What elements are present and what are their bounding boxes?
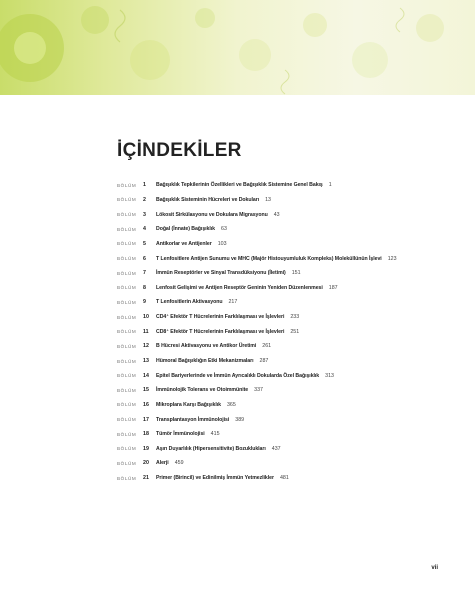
chapter-number: 20 [143,460,149,467]
toc-entry[interactable] [117,280,457,295]
chapter-page: 233 [290,314,300,321]
chapter-page: 251 [290,328,300,335]
chapter-title: Bağışıklık Sisteminin Hücreleri ve Dokuları [156,196,260,203]
chapter-page: 337 [254,387,263,394]
chapter-number: 18 [143,431,149,438]
toc-entry[interactable] [117,412,457,427]
chapter-prefix: BÖLÜM [117,475,137,481]
toc-entry[interactable] [117,251,457,266]
chapter-number: 17 [143,416,149,423]
chapter-page: 261 [262,343,272,350]
chapter-title: Transplantasyon İmmünolojisi [156,416,230,423]
chapter-prefix: BÖLÜM [117,314,137,320]
chapter-number: 12 [143,343,149,350]
chapter-page: 365 [226,401,236,408]
toc-entry[interactable] [117,456,457,471]
chapter-title: Bağışıklık Tepkilerinin Özellikleri ve Bağışıklık Sistemine Genel Bakış [156,182,323,189]
chapter-prefix: BÖLÜM [117,285,137,291]
toc-entry[interactable] [117,266,457,281]
toc-entry[interactable] [117,427,457,442]
chapter-number: 1 [143,182,146,189]
chapter-prefix: BÖLÜM [117,241,137,247]
chapter-prefix: BÖLÜM [117,431,137,437]
chapter-number: 3 [143,211,146,218]
chapter-prefix: BÖLÜM [117,373,137,379]
page-number: vii [431,565,438,571]
chapter-title: İmmünolojik Tolerans ve Otoimmünite [156,387,249,394]
toc-entry[interactable] [117,398,457,413]
chapter-number: 13 [143,358,149,364]
header-banner [0,0,475,95]
toc-entry[interactable] [117,222,457,237]
chapter-number: 15 [143,387,149,394]
chapter-prefix: BÖLÜM [117,460,137,466]
chapter-prefix: BÖLÜM [117,226,137,232]
chapter-number: 5 [143,240,146,247]
toc-entry[interactable] [117,178,457,193]
chapter-prefix: BÖLÜM [117,182,137,188]
toc-entry[interactable] [117,295,457,310]
toc-entry[interactable] [117,471,457,486]
chapter-number: 11 [143,328,149,335]
toc-entry[interactable] [117,193,457,208]
chapter-title: Hümoral Bağışıklığın Etki Mekanizmaları [156,358,254,364]
chapter-number: 19 [143,445,149,452]
chapter-prefix: BÖLÜM [117,417,137,423]
chapter-number: 14 [143,372,149,379]
toc-entry[interactable] [117,237,457,252]
chapter-title: Lenfosit Gelişimi ve Antijen Reseptör Geninin Yeniden Düzenlenmesi [156,284,323,291]
toc-entry[interactable] [117,383,457,398]
chapter-page: 313 [325,372,334,379]
toc-entry[interactable] [117,442,457,457]
chapter-page: 287 [259,358,269,364]
toc-entry[interactable] [117,368,457,383]
chapter-page: 437 [271,445,281,452]
chapter-title: Primer (Birincil) ve Edinilmiş İmmün Yetmezlikler [156,475,274,482]
chapter-title: Epitel Bariyerlerinde ve İmmün Ayrıcalıklı Dokularda Özel Bağışıklık [156,372,320,379]
chapter-prefix: BÖLÜM [117,299,137,305]
chapter-title: CD4⁺ Efektör T Hücrelerinin Farklılaşması ve İşlevleri [156,314,285,321]
chapter-title: CD8⁺ Efektör T Hücrelerinin Farklılaşması ve İşlevleri [156,328,285,335]
chapter-number: 21 [143,475,149,482]
chapter-page: 389 [235,416,245,423]
chapter-page: 103 [217,240,227,247]
chapter-prefix: BÖLÜM [117,197,137,203]
chapter-page: 187 [328,284,338,291]
chapter-title: Lökosit Sirkülasyonu ve Dokulara Migrasyonu [156,211,268,218]
chapter-page: 13 [265,196,271,203]
chapter-number: 2 [143,196,146,203]
table-of-contents [117,178,457,485]
chapter-page: 459 [174,460,184,467]
chapter-title: Doğal (İnnate) Bağışıklık [156,226,215,233]
toc-entry[interactable] [117,354,457,369]
page-title: İÇİNDEKİLER [117,140,242,161]
chapter-number: 9 [143,299,146,306]
chapter-page: 217 [228,299,238,306]
chapter-page: 415 [210,431,220,438]
chapter-title: B Hücresi Aktivasyonu ve Antikor Üretimi [156,343,257,350]
chapter-prefix: BÖLÜM [117,343,137,349]
chapter-number: 7 [143,270,146,277]
chapter-page: 1 [328,182,332,189]
chapter-prefix: BÖLÜM [117,270,137,276]
chapter-number: 16 [143,401,149,408]
chapter-page: 43 [273,211,280,218]
chapter-title: T Lenfositlerin Aktivasyonu [156,299,223,306]
cell-pattern-banner-icon [0,0,475,95]
chapter-title: Antikorlar ve Antijenler [156,240,212,247]
chapter-prefix: BÖLÜM [117,446,137,452]
chapter-title: Mikroplara Karşı Bağışıklık [156,401,221,408]
chapter-page: 123 [387,255,397,262]
chapter-prefix: BÖLÜM [117,329,137,335]
chapter-title: T Lenfositlere Antijen Sunumu ve MHC (Majör Histouyumluluk Kompleks) Moleküllünün İşlevi [156,255,382,262]
chapter-title: Tümör İmmünolojisi [156,431,205,438]
chapter-prefix: BÖLÜM [117,387,137,393]
chapter-number: 4 [143,226,146,233]
toc-entry[interactable] [117,310,457,325]
chapter-title: Alerji [156,460,169,467]
toc-entry[interactable] [117,207,457,222]
chapter-title: Aşırı Duyarlılık (Hipersensitivite) Bozuklukları [156,445,266,452]
toc-entry[interactable] [117,339,457,354]
chapter-page: 151 [291,270,301,277]
chapter-number: 6 [143,255,146,262]
chapter-title: İmmün Reseptörler ve Sinyal Transdüksiyonu (İletimi) [156,270,286,277]
chapter-page: 63 [221,226,227,233]
chapter-number: 10 [143,314,149,321]
chapter-prefix: BÖLÜM [117,212,137,218]
toc-entry[interactable] [117,324,457,339]
chapter-prefix: BÖLÜM [117,256,137,262]
chapter-prefix: BÖLÜM [117,402,137,408]
chapter-prefix: BÖLÜM [117,358,137,364]
chapter-page: 481 [279,475,289,482]
chapter-number: 8 [143,284,146,291]
